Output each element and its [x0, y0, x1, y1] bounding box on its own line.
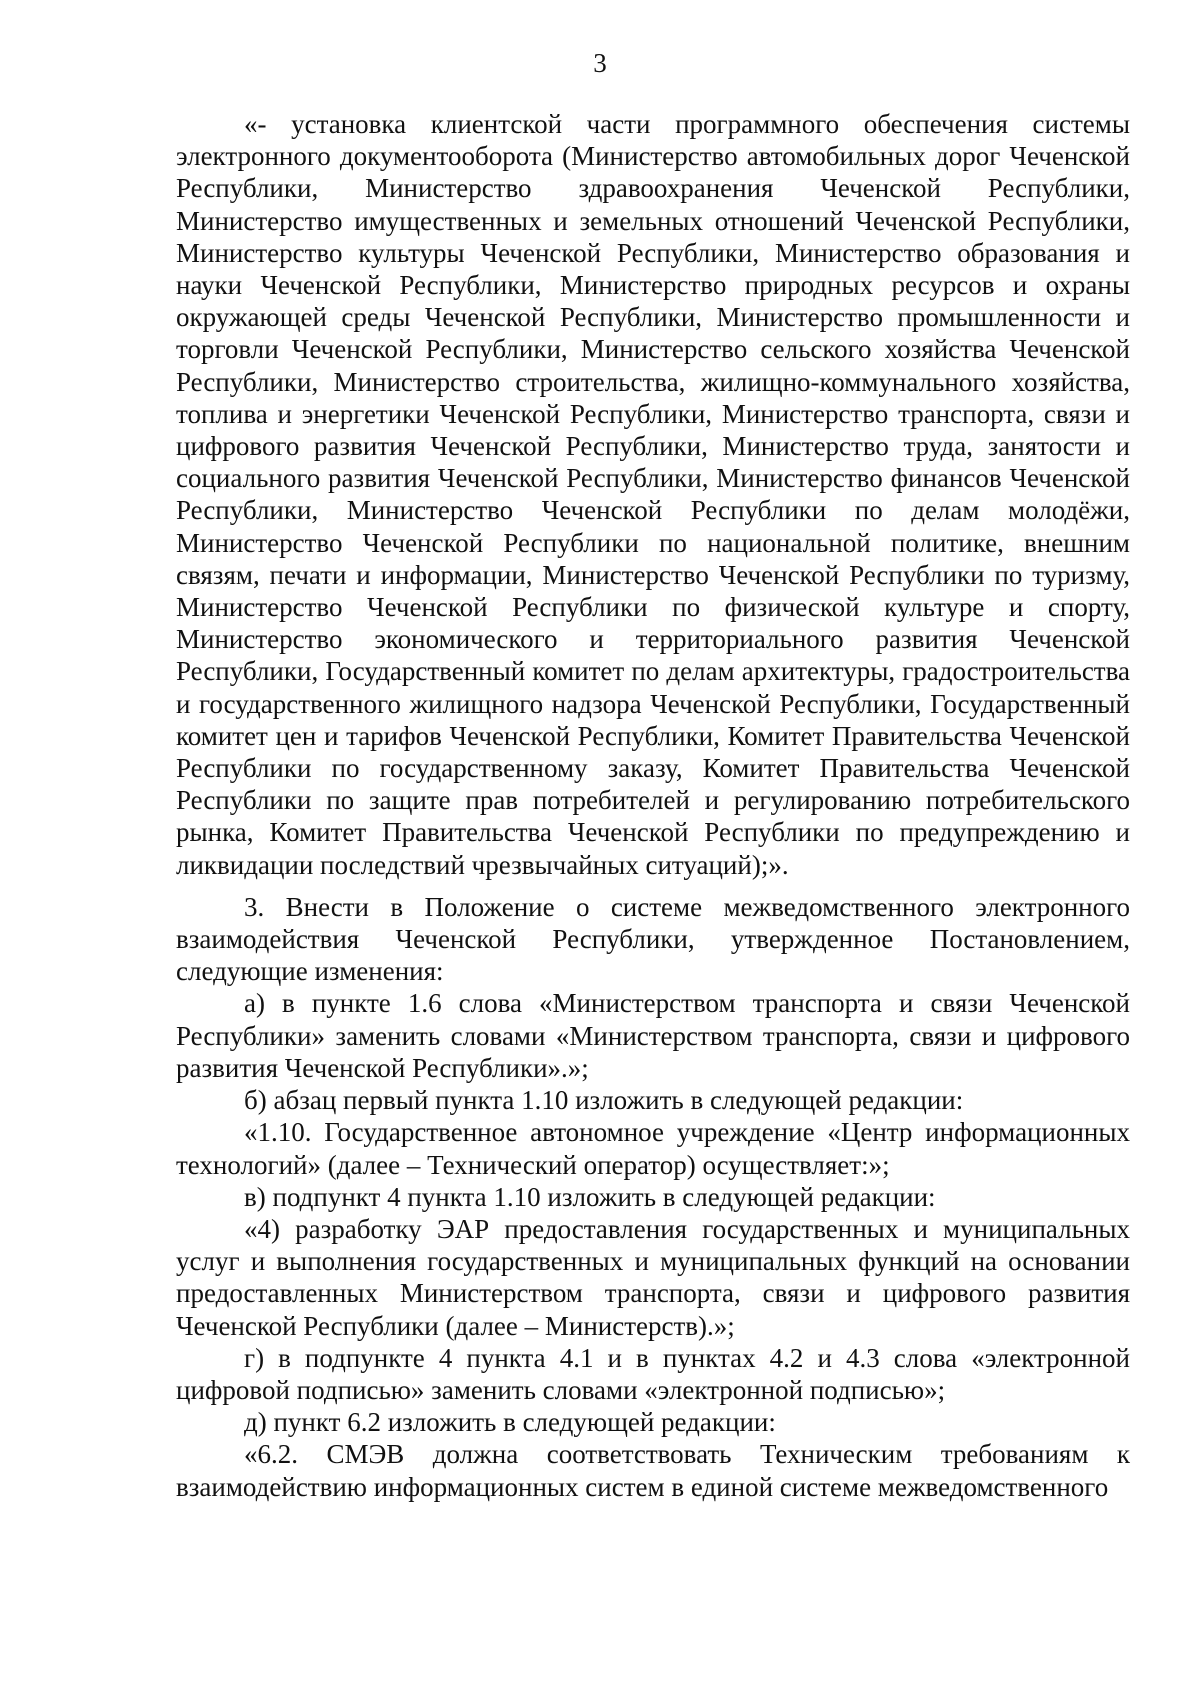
paragraph-subitem-v: в) подпункт 4 пункта 1.10 изложить в следующей редакции:: [244, 1181, 936, 1212]
page-number: 3: [593, 48, 607, 78]
paragraph-quote-subitem-4: «4) разработку ЭАР предоставления государственных и муниципальных услуг и выполнения государственных и муниципальных функций на основании предоставленных Министерством транспорта, связи и цифрового развития Чеченской Республики (далее – Министерств).»;: [176, 1213, 1130, 1341]
paragraph-item-3: 3. Внести в Положение о системе межведомственного электронного взаимодействия Чеченской Республики, утвержденное Постановлением, следующие изменения:: [176, 891, 1130, 987]
paragraph-subitem-g: г) в подпункте 4 пункта 4.1 и в пунктах 4.2 и 4.3 слова «электронной цифровой подписью» заменить словами «электронной подписью»;: [176, 1342, 1130, 1405]
paragraph-subitem-d: д) пункт 6.2 изложить в следующей редакции:: [244, 1407, 776, 1438]
paragraph-subitem-a: а) в пункте 1.6 слова «Министерством транспорта и связи Чеченской Республики» заменить словами «Министерством транспорта, связи и цифрового развития Чеченской Республики».»;: [176, 988, 1130, 1083]
paragraph-quote-1-10: «1.10. Государственное автономное учреждение «Центр информационных технологий» (далее – Технический оператор) осуществляет:»;: [176, 1117, 1130, 1180]
paragraph-subitem-b: б) абзац первый пункта 1.10 изложить в следующей редакции:: [244, 1085, 964, 1116]
document-body: [176, 108, 1130, 1503]
paragraph-ministries-list: «- установка клиентской части программного обеспечения системы электронного документооборота (Министерство автомобильных дорог Чеченской Республики, Министерство здравоохранения Чеченской Республики, Министерство имущественных и земельных отношений Чеченской Республики, Министерство культуры Чеченской Республики, Министерство образования и науки Чеченской Республики, Министерство природных ресурсов и охраны окружающей среды Чеченской Республики, Министерство промышленности и торговли Чеченской Республики, Министерство сельского хозяйства Чеченской Республики, Министерство строительства, жилищно-коммунального хозяйства, топлива и энергетики Чеченской Республики, Министерство транспорта, связи и цифрового развития Чеченской Республики, Министерство труда, занятости и социального развития Чеченской Республики, Министерство финансов Чеченской Республики, Министерство Чеченской Республики по делам молодёжи, Министерство Чеченской Республики по национальной политике, внешним связям, печати и информации, Министерство Чеченской Республики по туризму, Министерство Чеченской Республики по физической культуре и спорту, Министерство экономического и территориального развития Чеченской Республики, Государственный комитет по делам архитектуры, градостроительства и государственного жилищного надзора Чеченской Республики, Государственный комитет цен и тарифов Чеченской Республики, Комитет Правительства Чеченской Республики по государственному заказу, Комитет Правительства Чеченской Республики по защите прав потребителей и регулированию потребительского рынка, Комитет Правительства Чеченской Республики по предупреждению и ликвидации последствий чрезвычайных ситуаций);».: [176, 109, 1130, 880]
paragraph-quote-6-2: «6.2. СМЭВ должна соответствовать Техническим требованиям к взаимодействию информационных систем в единой системе межведомственного: [176, 1439, 1130, 1502]
